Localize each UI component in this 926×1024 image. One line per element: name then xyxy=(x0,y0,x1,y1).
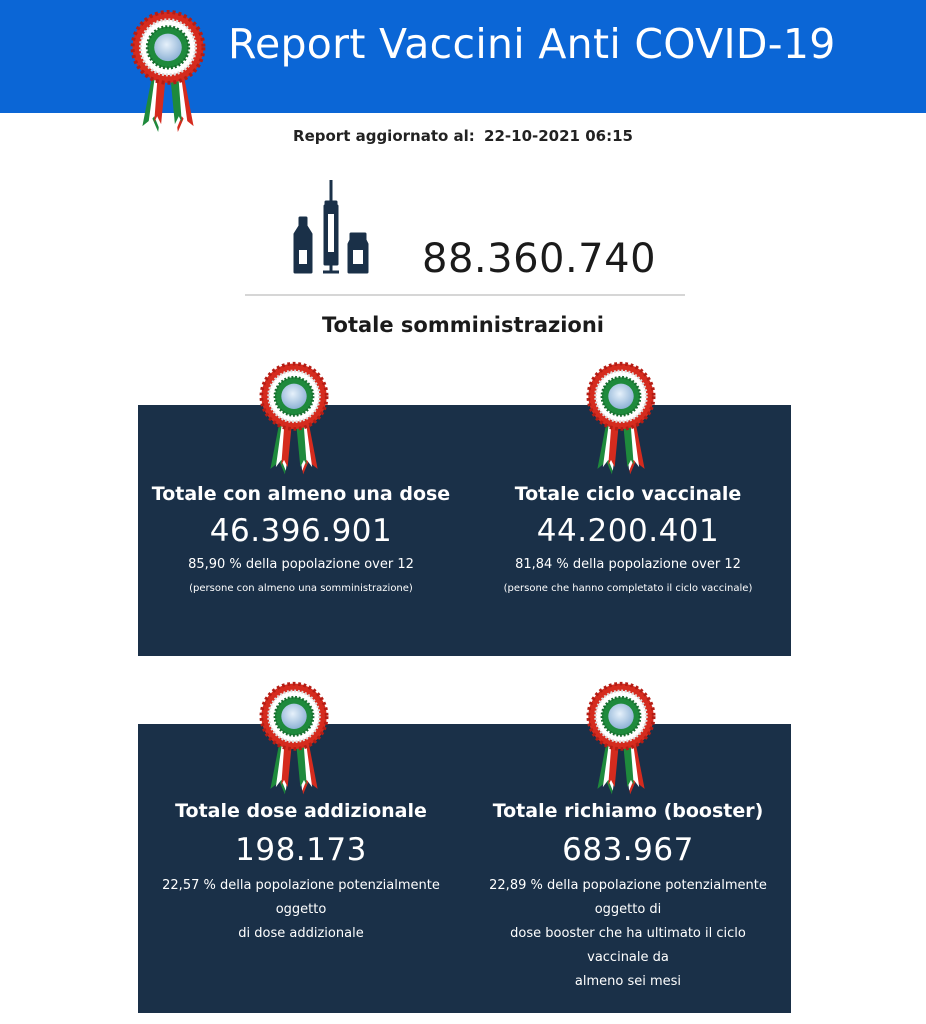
stats-panel-top xyxy=(138,405,791,656)
card-note: (persone con almeno una somministrazione) xyxy=(189,583,413,594)
report-updated-value: 22-10-2021 06:15 xyxy=(484,127,633,145)
card-description xyxy=(465,553,791,577)
card-description-line: vaccinale da xyxy=(587,950,669,965)
rosette-icon xyxy=(582,360,660,478)
card-value: 46.396.901 xyxy=(209,513,393,549)
card-title: Totale dose addizionale xyxy=(175,800,427,822)
report-updated-label: Report aggiornato al: xyxy=(293,127,475,145)
card-description-line: oggetto di xyxy=(594,902,662,917)
report-updated xyxy=(0,127,926,145)
card-description xyxy=(138,553,464,577)
card-description-line: oggetto xyxy=(275,902,327,917)
card-description-line: almeno sei mesi xyxy=(574,974,682,989)
divider xyxy=(245,294,685,296)
card-description xyxy=(465,874,791,994)
card-value: 198.173 xyxy=(235,832,367,868)
card-note: (persone che hanno completato il ciclo vaccinale) xyxy=(503,583,753,594)
header-bar xyxy=(0,0,926,113)
rosette-icon xyxy=(126,8,210,136)
card-description-line: 22,57 % della popolazione potenzialmente xyxy=(162,878,440,893)
card-description-line: 85,90 % della popolazione over 12 xyxy=(188,557,414,572)
card-description-line: di dose addizionale xyxy=(238,926,364,941)
page-title: Report Vaccini Anti COVID-19 xyxy=(228,20,836,68)
total-administrations-value: 88.360.740 xyxy=(422,236,657,282)
card-title: Totale richiamo (booster) xyxy=(492,800,764,822)
vaccine-syringe-vials-icon xyxy=(290,178,372,278)
card-description-line: 81,84 % della popolazione over 12 xyxy=(515,557,741,572)
rosette-icon xyxy=(255,360,333,478)
card-value: 683.967 xyxy=(562,832,694,868)
card-description-line: 22,89 % della popolazione potenzialmente xyxy=(489,878,767,893)
rosette-icon xyxy=(582,680,660,798)
stats-panel-bottom xyxy=(138,724,791,1013)
card-title: Totale ciclo vaccinale xyxy=(514,483,742,505)
rosette-icon xyxy=(255,680,333,798)
total-administrations-label: Totale somministrazioni xyxy=(321,313,605,337)
card-description xyxy=(138,874,464,946)
card-title: Totale con almeno una dose xyxy=(151,483,451,505)
card-description-line: dose booster che ha ultimato il ciclo xyxy=(510,926,746,941)
card-value: 44.200.401 xyxy=(536,513,720,549)
